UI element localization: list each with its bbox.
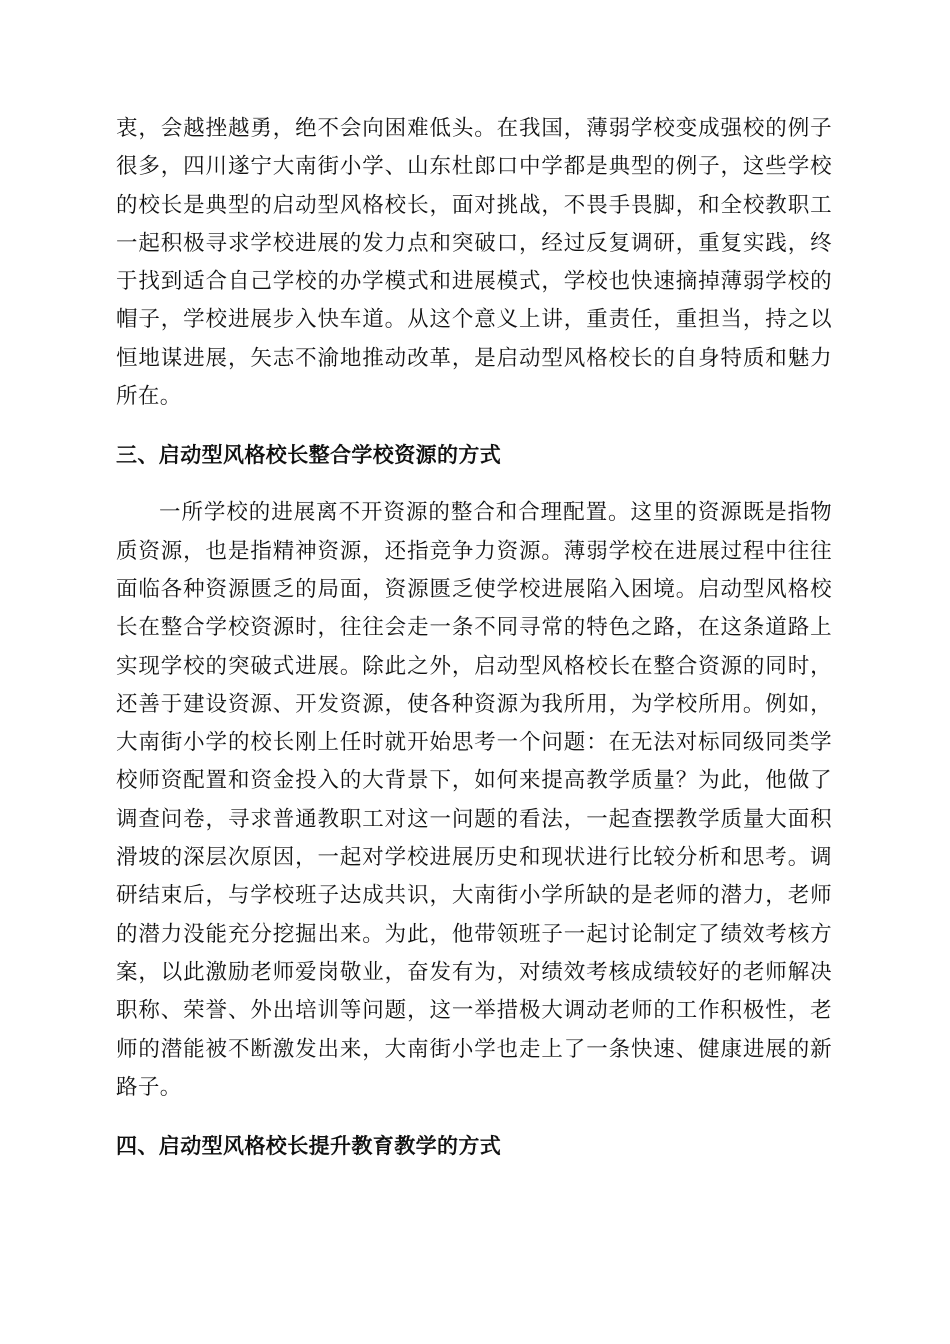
document-page: [116, 110, 832, 1165]
section-heading-4: 四、启动型风格校长提升教育教学的方式: [116, 1134, 502, 1159]
paragraph-continued: 衷，会越挫越勇，绝不会向困难低头。在我国，薄弱学校变成强校的例子很多，四川遂宁大南街小学、山东杜郎口中学都是典型的例子，这些学校的校长是典型的启动型风格校长，面对挑战，不畏手畏脚，和全校教职工一起积极寻求学校进展的发力点和突破口，经过反复调研，重复实践，终于找到适合自己学校的办学模式和进展模式，学校也快速摘掉薄弱学校的帽子，学校进展步入快车道。从这个意义上讲，重责任，重担当，持之以恒地谋进展，矢志不渝地推动改革，是启动型风格校长的自身特质和魅力所在。: [116, 116, 832, 410]
paragraph-section-3: 一所学校的进展离不开资源的整合和合理配置。这里的资源既是指物质资源，也是指精神资源，还指竞争力资源。薄弱学校在进展过程中往往面临各种资源匮乏的局面，资源匮乏使学校进展陷入困境。启动型风格校长在整合学校资源时，往往会走一条不同寻常的特色之路，在这条道路上实现学校的突破式进展。除此之外，启动型风格校长在整合资源的同时，还善于建设资源、开发资源，使各种资源为我所用，为学校所用。例如，大南街小学的校长刚上任时就开始思考一个问题：在无法对标同级同类学校师资配置和资金投入的大背景下，如何来提高教学质量？为此，他做了调查问卷，寻求普通教职工对这一问题的看法，一起查摆教学质量大面积滑坡的深层次原因，一起对学校进展历史和现状进行比较分析和思考。调研结束后，与学校班子达成共识，大南街小学所缺的是老师的潜力，老师的潜力没能充分挖掘出来。为此，他带领班子一起讨论制定了绩效考核方案，以此激励老师爱岗敬业，奋发有为，对绩效考核成绩较好的老师解决职称、荣誉、外出培训等问题，这一举措极大调动老师的工作积极性，老师的潜能被不断激发出来，大南街小学也走上了一条快速、健康进展的新路子。: [116, 500, 832, 1100]
section-heading-3: 三、启动型风格校长整合学校资源的方式: [116, 443, 502, 468]
